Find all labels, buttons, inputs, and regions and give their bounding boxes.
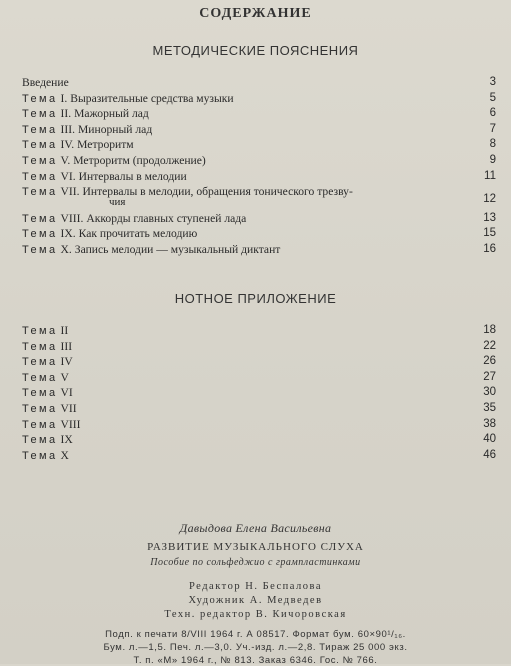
toc-row-prefix: Тема (22, 434, 58, 447)
toc-row-intro (22, 75, 496, 91)
toc-row-prefix: Тема (22, 449, 58, 462)
toc-row-page: 16 (483, 242, 496, 255)
toc-row-title: Метроритм (продолжение) (73, 153, 206, 167)
colophon-book-title: РАЗВИТИЕ МУЗЫКАЛЬНОГО СЛУХА (147, 541, 364, 553)
toc-row-prefix: Тема (22, 325, 58, 337)
toc-row-page: 18 (483, 324, 496, 336)
toc-row-prefix: Тема (22, 356, 58, 369)
toc-row-page: 38 (483, 417, 496, 430)
toc-row-number: V. (60, 153, 71, 167)
toc-row-title: Интервалы в мелодии (78, 169, 187, 183)
toc-row-prefix: Тема (22, 371, 58, 384)
colophon-subtitle: Пособие по сольфеджио с грампластинками (150, 557, 361, 568)
toc-row (22, 432, 496, 448)
toc-row-title: Выразительные средства музыки (70, 91, 234, 105)
toc-row (22, 385, 496, 401)
toc-row-page: 13 (483, 211, 496, 224)
toc-row-number: VII (60, 401, 77, 415)
toc-row (22, 448, 496, 464)
section-heading-methodical: МЕТОДИЧЕСКИЕ ПОЯСНЕНИЯ (152, 43, 359, 58)
colophon-author: Давыдова Елена Васильевна (179, 521, 332, 535)
toc-row (22, 153, 496, 169)
toc-row-page: 15 (483, 227, 496, 240)
toc-row-title: Мажорный лад (74, 107, 149, 121)
toc-row-number: V (60, 370, 69, 384)
toc-row-prefix: Тема (22, 139, 58, 152)
toc-row-prefix: Тема (22, 92, 58, 105)
imprint-line-1: Подп. к печати 8/VIII 1964 г. А 08517. Формат бум. 60×90¹/₁₆. (105, 629, 406, 640)
toc-row-prefix: Тема (22, 340, 58, 353)
toc-row-number: IX. (60, 227, 76, 241)
page-title: СОДЕРЖАНИЕ (199, 6, 312, 21)
colophon-tech-editor: Техн. редактор В. Кичоровская (164, 609, 347, 620)
toc-row (22, 184, 496, 200)
toc-row-number: II. (60, 107, 72, 121)
toc-row-number: VI. (60, 169, 76, 183)
toc-row-number: X. (60, 242, 72, 256)
toc-row-page: 22 (483, 339, 496, 352)
toc-row-number: IV. (60, 138, 75, 152)
toc-row-page: 12 (483, 192, 496, 205)
toc-row-number: VI (60, 386, 73, 400)
toc-row-prefix: Тема (22, 228, 58, 241)
colophon-artist: Художник А. Медведев (188, 595, 323, 606)
toc-row-number: VII. (60, 185, 80, 199)
toc-row-page: 6 (489, 107, 496, 120)
toc-row-page: 30 (483, 386, 496, 399)
toc-row-prefix: Тема (22, 402, 58, 415)
toc-row (22, 354, 496, 370)
toc-row-page: 46 (483, 448, 496, 461)
toc-row-prefix: Тема (22, 108, 58, 121)
toc-row-page: 8 (489, 138, 496, 151)
toc-row (22, 242, 496, 258)
toc-row-number: III (60, 339, 73, 353)
toc-notes (22, 323, 496, 463)
toc-row-prefix: Тема (22, 123, 58, 136)
toc-row (22, 417, 496, 433)
toc-row-number: X (60, 448, 69, 462)
toc-row (22, 401, 496, 417)
colophon-editor: Редактор Н. Беспалова (188, 581, 323, 592)
toc-methodical (22, 75, 496, 258)
toc-row-page: 3 (489, 76, 496, 88)
toc-row-prefix: Тема (22, 387, 58, 400)
toc-row-number: IX (60, 433, 73, 447)
toc-row-page: 40 (483, 433, 496, 446)
imprint-line-2: Бум. л.—1,5. Печ. л.—3,0. Уч.-изд. л.—2,8. Тираж 25 000 экз. (103, 642, 408, 653)
toc-row-title: Минорный лад (77, 122, 153, 136)
toc-row-page: 7 (489, 122, 496, 135)
toc-row-prefix: Тема (22, 212, 58, 225)
toc-row (22, 137, 496, 153)
toc-row-title: Как прочитать мелодию (78, 227, 198, 241)
toc-row-page: 9 (489, 153, 496, 166)
toc-row-title: Метроритм (77, 138, 134, 152)
toc-row-number: IV (60, 355, 73, 369)
toc-row-prefix: Тема (22, 418, 58, 431)
section-heading-notes: НОТНОЕ ПРИЛОЖЕНИЕ (174, 291, 337, 306)
toc-row-prefix: Тема (22, 170, 58, 183)
toc-row-prefix: Тема (22, 243, 58, 256)
toc-row (22, 323, 496, 339)
toc-row-page: 11 (484, 169, 496, 182)
toc-row (22, 370, 496, 386)
toc-row-label: Введение (22, 76, 69, 89)
toc-row (22, 91, 496, 107)
toc-row-continuation-text: чия (109, 195, 126, 208)
toc-row-number: VIII. (60, 211, 84, 225)
toc-row (22, 339, 496, 355)
toc-row-page: 27 (483, 370, 496, 383)
toc-row-number: I. (60, 91, 68, 105)
toc-row-title: Аккорды главных ступеней лада (86, 211, 247, 225)
toc-row-page: 26 (483, 355, 496, 368)
toc-row-prefix: Тема (22, 186, 58, 199)
toc-row-prefix: Тема (22, 154, 58, 167)
toc-row-page: 5 (489, 91, 496, 104)
toc-row-number: III. (60, 122, 75, 136)
imprint-line-3: Т. п. «М» 1964 г., № 813. Заказ 6346. Гос. № 766. (133, 655, 378, 666)
toc-row-number: VIII (60, 417, 81, 431)
toc-row (22, 211, 496, 227)
toc-row-number: II (60, 324, 69, 337)
toc-row (22, 226, 496, 242)
toc-row (22, 122, 496, 138)
toc-row (22, 106, 496, 122)
toc-row (22, 169, 496, 185)
toc-row-title: Интервалы в мелодии, обращения тонического трезву- (82, 185, 353, 199)
toc-row-page: 35 (483, 401, 496, 414)
toc-row-title: Запись мелодии — музыкальный диктант (74, 242, 281, 256)
